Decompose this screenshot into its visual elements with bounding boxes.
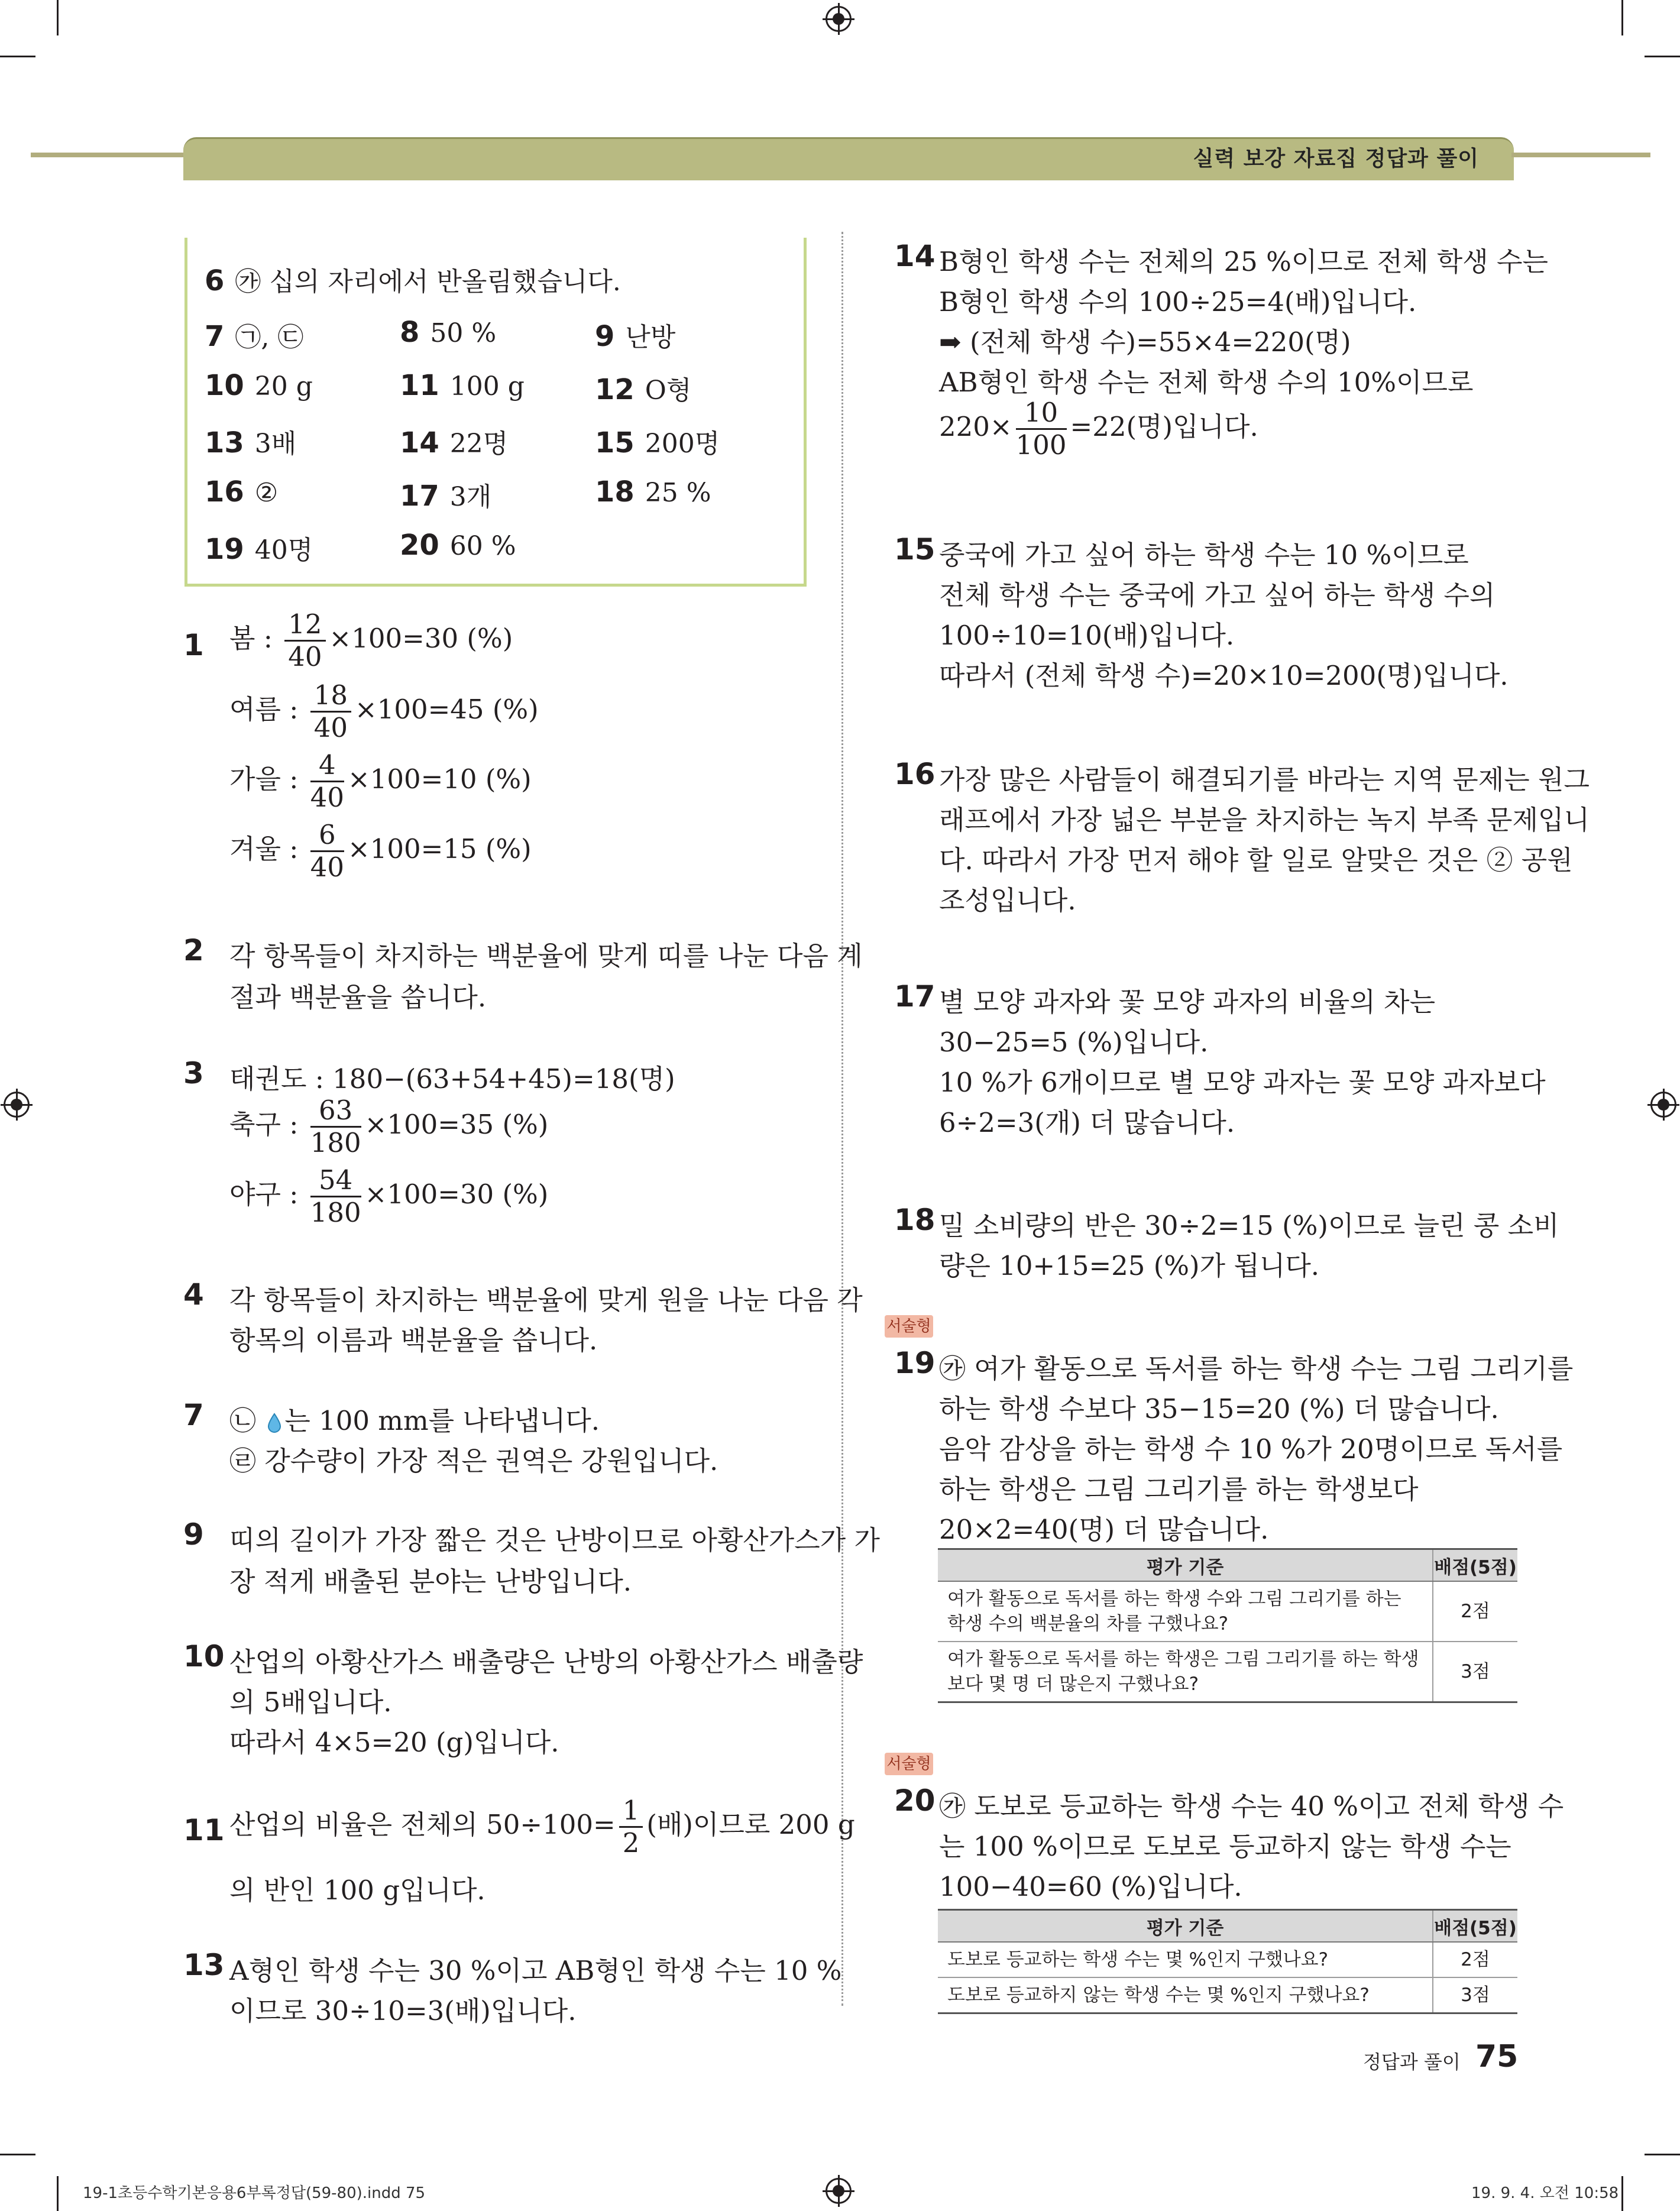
solution-line: 량은 10+15=25 (%)가 됩니다. xyxy=(939,1250,1320,1281)
solution-line: ➡ (전체 학생 수)=55×4=220(명) xyxy=(939,326,1351,358)
table-header: 평가 기준 xyxy=(938,1549,1433,1582)
solution-line: 이므로 30÷10=3(배)입니다. xyxy=(229,1995,577,2027)
solution-line: 다. 따라서 가장 먼저 해야 할 일로 알맞은 것은 ② 공원 xyxy=(939,844,1573,876)
solution-line: 각 항목들이 차지하는 백분율에 맞게 띠를 나눈 다음 계 xyxy=(229,940,863,972)
fraction: $\frac{6}{40}$ xyxy=(310,819,344,883)
fraction: $\frac{4}{40}$ xyxy=(310,749,344,813)
table-header: 배점(5점) xyxy=(1433,1910,1517,1943)
solution-line: ㉣ 강수량이 가장 적은 권역은 강원입니다. xyxy=(229,1445,718,1477)
header-rule xyxy=(1511,153,1650,157)
problem-number: 9 xyxy=(183,1517,204,1552)
solution-line: B형인 학생 수의 100÷25=4(배)입니다. xyxy=(939,286,1417,318)
answer-7: 7 ㉠, ㉢ xyxy=(205,320,304,353)
file-info: 19-1초등수학기본응용6부록정답(59-80).indd 75 xyxy=(83,2184,426,2202)
table-header: 평가 기준 xyxy=(938,1910,1433,1943)
solution-line: 100÷10=10(배)입니다. xyxy=(939,620,1235,651)
fraction: $\frac{63}{180}$ xyxy=(310,1095,361,1158)
registration-mark-icon xyxy=(826,2178,852,2204)
table-row: 도보로 등교하는 학생 수는 몇 %인지 구했나요? 2점 xyxy=(938,1942,1517,1977)
solution-line: 30−25=5 (%)입니다. xyxy=(939,1027,1209,1058)
solution-line: B형인 학생 수는 전체의 25 %이므로 전체 학생 수는 xyxy=(939,246,1548,277)
solution-line: 전체 학생 수는 중국에 가고 싶어 하는 학생 수의 xyxy=(939,580,1496,611)
solution-line: 별 모양 과자와 꽃 모양 과자의 비율의 차는 xyxy=(939,986,1436,1018)
solution-line: 따라서 (전체 학생 수)=20×10=200(명)입니다. xyxy=(939,660,1509,691)
crop-mark xyxy=(0,56,35,57)
solution-line: 220× $\frac{10}{100}$ =22(명)입니다. xyxy=(939,397,1258,461)
problem-number: 15 xyxy=(894,532,936,566)
solution-line: A형인 학생 수는 30 %이고 AB형인 학생 수는 10 % xyxy=(229,1955,842,1986)
fraction: $\frac{10}{100}$ xyxy=(1015,397,1067,461)
problem-number: 2 xyxy=(183,933,204,967)
answer-12: 12 O형 xyxy=(595,373,692,406)
solution-line: 산업의 아황산가스 배출량은 난방의 아황산가스 배출량 xyxy=(229,1646,863,1678)
crop-mark xyxy=(57,0,59,35)
essay-type-badge: 서술형 xyxy=(885,1753,933,1775)
answer-11: 11 100 g xyxy=(400,369,525,402)
registration-mark-icon xyxy=(1650,1092,1676,1118)
crop-mark xyxy=(1621,0,1623,35)
table-header: 배점(5점) xyxy=(1433,1549,1517,1582)
answer-10: 10 20 g xyxy=(205,369,313,402)
grading-table xyxy=(938,1909,1517,2014)
crop-mark xyxy=(57,2176,59,2211)
fraction: $\frac{18}{40}$ xyxy=(310,680,351,743)
problem-number: 14 xyxy=(894,239,936,273)
solution-line: ㉮ 여가 활동으로 독서를 하는 학생 수는 그림 그리기를 xyxy=(939,1353,1574,1384)
crop-mark xyxy=(1645,56,1680,57)
problem-number: 4 xyxy=(183,1277,204,1312)
problem-number: 17 xyxy=(894,979,936,1014)
solution-line: 봄 : $\frac{12}{40}$ ×100=30 (%) xyxy=(229,608,513,672)
solution-line: 하는 학생 수보다 35−15=20 (%) 더 많습니다. xyxy=(939,1393,1499,1425)
solution-line: 하는 학생은 그림 그리기를 하는 학생보다 xyxy=(939,1474,1419,1505)
grading-table xyxy=(938,1548,1517,1703)
problem-number: 3 xyxy=(183,1056,204,1090)
page-number: 75 xyxy=(1475,2039,1519,2074)
problem-number: 13 xyxy=(183,1948,225,1982)
table-row: 여가 활동으로 독서를 하는 학생 수와 그림 그리기를 하는 학생 수의 백분율의 차를 구했나요? 2점 xyxy=(938,1581,1517,1642)
problem-number: 20 xyxy=(894,1783,936,1818)
problem-number: 16 xyxy=(894,757,936,791)
solution-line: 의 반인 100 g입니다. xyxy=(229,1875,485,1906)
solution-line: 각 항목들이 차지하는 백분율에 맞게 원을 나눈 다음 각 xyxy=(229,1284,863,1316)
solution-line: ㉮ 도보로 등교하는 학생 수는 40 %이고 전체 학생 수 xyxy=(939,1791,1564,1822)
crop-mark xyxy=(1645,2154,1680,2155)
answer-20: 20 60 % xyxy=(400,529,516,562)
solution-line: 야구 : $\frac{54}{180}$ ×100=30 (%) xyxy=(229,1164,549,1228)
answer-16: 16 ② xyxy=(205,475,279,509)
answer-9: 9 난방 xyxy=(595,320,676,353)
table-row: 여가 활동으로 독서를 하는 학생은 그림 그리기를 하는 학생 보다 몇 명 더 많은지 구했나요? 3점 xyxy=(938,1642,1517,1702)
solution-line: 가을 : $\frac{4}{40}$ ×100=10 (%) xyxy=(229,749,532,813)
solution-line: 음악 감상을 하는 학생 수 10 %가 20명이므로 독서를 xyxy=(939,1433,1563,1465)
fraction: $\frac{1}{2}$ xyxy=(619,1795,643,1859)
solution-line: 축구 : $\frac{63}{180}$ ×100=35 (%) xyxy=(229,1095,549,1158)
answer-8: 8 50 % xyxy=(400,316,497,349)
fraction: $\frac{54}{180}$ xyxy=(310,1164,361,1228)
registration-mark-icon xyxy=(826,6,852,32)
solution-line: 20×2=40(명) 더 많습니다. xyxy=(939,1514,1269,1545)
solution-line: 여름 : $\frac{18}{40}$ ×100=45 (%) xyxy=(229,679,539,743)
solution-line: 래프에서 가장 넓은 부분을 차지하는 녹지 부족 문제입니 xyxy=(939,804,1590,836)
problem-number: 11 xyxy=(183,1813,225,1847)
fraction: $\frac{12}{40}$ xyxy=(284,609,325,672)
essay-type-badge: 서술형 xyxy=(885,1315,933,1338)
solution-line: 10 %가 6개이므로 별 모양 과자는 꽃 모양 과자보다 xyxy=(939,1067,1546,1098)
solution-line: 100−40=60 (%)입니다. xyxy=(939,1871,1242,1902)
solution-line: 중국에 가고 싶어 하는 학생 수는 10 %이므로 xyxy=(939,539,1469,571)
solution-line: ㉡ 는 100 mm를 나타냅니다. xyxy=(229,1405,600,1436)
solution-line: 장 적게 배출된 분야는 난방입니다. xyxy=(229,1566,632,1597)
solution-line: 겨울 : $\frac{6}{40}$ ×100=15 (%) xyxy=(229,819,532,883)
answer-19: 19 40명 xyxy=(205,533,313,566)
crop-mark xyxy=(0,2154,35,2155)
answer-17: 17 3개 xyxy=(400,480,492,513)
solution-line: 산업의 비율은 전체의 50÷100= $\frac{1}{2}$ (배)이므로 200 g xyxy=(229,1795,855,1859)
print-date: 19. 9. 4. 오전 10:58 xyxy=(1471,2184,1619,2202)
page-label: 정답과 풀이 xyxy=(1363,2051,1461,2073)
answer-14: 14 22명 xyxy=(400,426,509,459)
solution-line: 따라서 4×5=20 (g)입니다. xyxy=(229,1727,559,1758)
solution-line: 의 5배입니다. xyxy=(229,1686,392,1718)
answer-18: 18 25 % xyxy=(595,475,711,509)
solution-line: AB형인 학생 수는 전체 학생 수의 10%이므로 xyxy=(939,367,1474,398)
solution-line: 가장 많은 사람들이 해결되기를 바라는 지역 문제는 원그 xyxy=(939,764,1590,795)
solution-line: 조성입니다. xyxy=(939,885,1076,916)
solution-line: 태권도 : 180−(63+54+45)=18(명) xyxy=(229,1063,675,1095)
answer-13: 13 3배 xyxy=(205,426,297,459)
header-rule xyxy=(31,153,186,157)
problem-number: 10 xyxy=(183,1639,225,1673)
solution-line: 6÷2=3(개) 더 많습니다. xyxy=(939,1107,1235,1138)
problem-number: 18 xyxy=(894,1203,936,1237)
problem-number: 19 xyxy=(894,1346,936,1380)
solution-line: 절과 백분율을 씁니다. xyxy=(229,982,487,1013)
answer-6: 6 ㉮ 십의 자리에서 반올림했습니다. xyxy=(205,264,621,297)
header-title: 실력 보강 자료집 정답과 풀이 xyxy=(1193,147,1479,171)
table-row: 도보로 등교하지 않는 학생 수는 몇 %인지 구했나요? 3점 xyxy=(938,1977,1517,2013)
solution-line: 항목의 이름과 백분율을 씁니다. xyxy=(229,1325,598,1356)
problem-number: 7 xyxy=(183,1398,204,1432)
registration-mark-icon xyxy=(4,1092,30,1118)
crop-mark xyxy=(1621,2176,1623,2211)
problem-number: 1 xyxy=(183,628,204,662)
solution-line: 띠의 길이가 가장 짧은 것은 난방이므로 아황산가스가 가 xyxy=(229,1524,880,1556)
solution-line: 는 100 %이므로 도보로 등교하지 않는 학생 수는 xyxy=(939,1831,1511,1862)
raindrop-icon xyxy=(267,1413,282,1434)
column-divider xyxy=(841,232,843,2006)
solution-line: 밀 소비량의 반은 30÷2=15 (%)이므로 늘린 콩 소비 xyxy=(939,1210,1559,1241)
answer-15: 15 200명 xyxy=(595,426,720,459)
